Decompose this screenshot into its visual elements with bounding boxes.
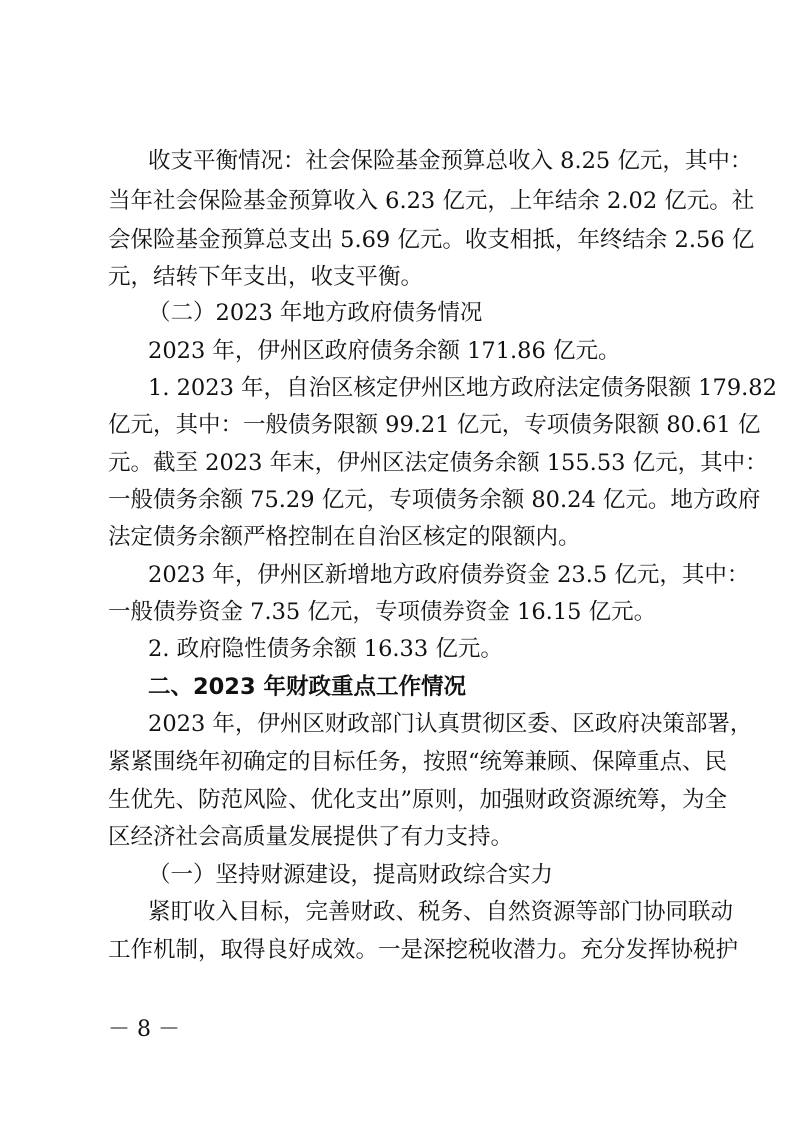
paragraph-work-summary-line-3: 生优先、防范风险、优化支出”原则，加强财政资源统筹，为全 [108, 787, 728, 813]
paragraph-balance-line-2: 当年社会保险基金预算收入 6.23 亿元，上年结余 2.02 亿元。社 [108, 188, 755, 214]
paragraph-debt-limit-line-3: 元。截至 2023 年末，伊州区法定债务余额 155.53 亿元，其中： [108, 450, 768, 476]
paragraph-debt-balance: 2023 年，伊州区政府债务余额 171.86 亿元。 [148, 338, 621, 364]
paragraph-balance-line-4: 元，结转下年支出，收支平衡。 [108, 264, 424, 290]
paragraph-debt-limit-line-2: 亿元，其中：一般债务限额 99.21 亿元，专项债务限额 80.61 亿 [108, 412, 761, 438]
paragraph-hidden-debt: 2. 政府隐性债务余额 16.33 亿元。 [148, 636, 503, 662]
paragraph-debt-limit-line-5: 法定债务余额严格控制在自治区核定的限额内。 [108, 524, 581, 550]
section-heading-revenue: （一）坚持财源建设，提高财政综合实力 [148, 862, 554, 888]
paragraph-debt-limit-line-1: 1. 2023 年，自治区核定伊州区地方政府法定债务限额 179.82 [148, 375, 777, 401]
paragraph-new-bonds-line-1: 2023 年，伊州区新增地方政府债券资金 23.5 亿元，其中： [148, 562, 750, 588]
paragraph-revenue-work-line-2: 工作机制，取得良好成效。一是深挖税收潜力。充分发挥协税护 [108, 937, 739, 963]
paragraph-balance-line-3: 会保险基金预算总支出 5.69 亿元。收支相抵，年终结余 2.56 亿 [108, 227, 755, 253]
paragraph-balance-line-1: 收支平衡情况：社会保险基金预算总收入 8.25 亿元，其中： [148, 148, 753, 174]
section-heading-debt: （二）2023 年地方政府债务情况 [148, 300, 483, 326]
paragraph-revenue-work-line-1: 紧盯收入目标，完善财政、税务、自然资源等部门协同联动 [148, 899, 734, 925]
paragraph-work-summary-line-2: 紧紧围绕年初确定的目标任务，按照“统筹兼顾、保障重点、民 [108, 749, 728, 775]
paragraph-debt-limit-line-4: 一般债务余额 75.29 亿元，专项债务余额 80.24 亿元。地方政府 [108, 487, 761, 513]
page-number: － 8 － [108, 1017, 180, 1042]
section-heading-work: 二、2023 年财政重点工作情况 [148, 674, 466, 700]
paragraph-work-summary-line-1: 2023 年，伊州区财政部门认真贯彻区委、区政府决策部署， [148, 711, 753, 737]
paragraph-new-bonds-line-2: 一般债券资金 7.35 亿元，专项债券资金 16.15 亿元。 [108, 599, 657, 625]
paragraph-work-summary-line-4: 区经济社会高质量发展提供了有力支持。 [108, 824, 514, 850]
